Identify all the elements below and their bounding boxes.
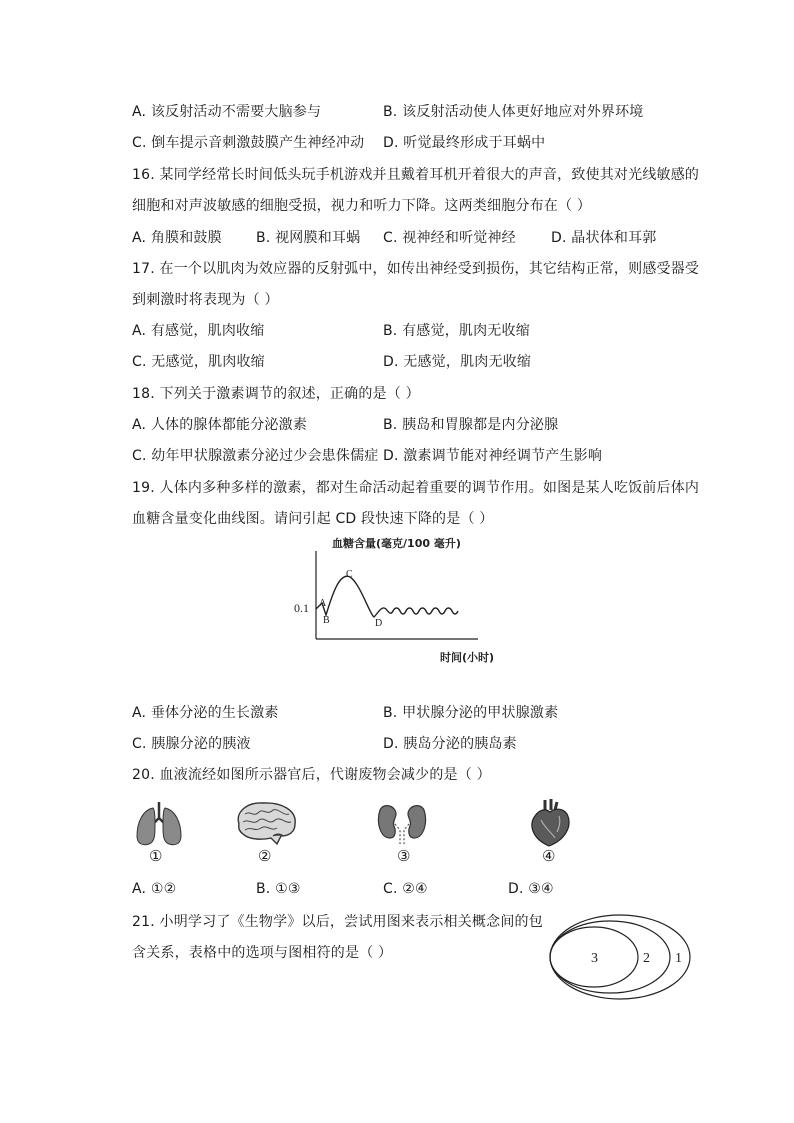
chart-xlabel: 时间(小时) — [440, 651, 495, 664]
ellipse-2 — [550, 921, 670, 993]
organ-label-4: ④ — [542, 849, 556, 865]
q17-stem-line2: 到刺激时将表现为（ ） — [132, 292, 279, 308]
q19-stem-line2: 血糖含量变化曲线图。请问引起 CD 段快速下降的是（ ） — [132, 511, 494, 527]
q20-stem: 20. 血液流经如图所示器官后，代谢废物会减少的是（ ） — [132, 767, 491, 783]
q19-option-b: B. 甲状腺分泌的甲状腺激素 — [383, 705, 559, 721]
q15-option-c: C. 倒车提示音刺激鼓膜产生神经冲动 — [132, 135, 365, 151]
point-label-c: C — [346, 569, 353, 580]
q20-option-d: D. ③④ — [508, 881, 554, 897]
point-label-b: B — [323, 615, 330, 626]
q15-option-d: D. 听觉最终形成于耳蜗中 — [383, 135, 546, 151]
q20-option-a: A. ①② — [132, 881, 177, 897]
ellipse-label-2: 2 — [643, 951, 650, 966]
q16-stem-line1: 16. 某同学经常长时间低头玩手机游戏并且戴着耳机开着很大的声音，致使其对光线敏感的 — [132, 167, 700, 183]
q17-option-c: C. 无感觉，肌肉收缩 — [132, 354, 265, 370]
point-label-a: A — [319, 598, 327, 609]
brain-icon — [233, 800, 299, 846]
q21-stem-line2: 含关系，表格中的选项与图相符的是（ ） — [132, 945, 393, 961]
q16-stem-line2: 细胞和对声波敏感的细胞受损，视力和听力下降。这两类细胞分布在（ ） — [132, 198, 592, 214]
blood-glucose-chart — [290, 533, 510, 673]
q17-option-a: A. 有感觉，肌肉收缩 — [132, 323, 265, 339]
q16-option-a: A. 角膜和鼓膜 — [132, 230, 222, 246]
nested-ellipses-diagram — [548, 912, 694, 1002]
lungs-icon — [133, 800, 185, 848]
organ-label-3: ③ — [397, 849, 411, 865]
ellipse-1 — [550, 915, 690, 999]
q16-option-d: D. 晶状体和耳郭 — [551, 230, 657, 246]
q18-option-a: A. 人体的腺体都能分泌激素 — [132, 417, 308, 433]
q21-stem-line1: 21. 小明学习了《生物学》以后，尝试用图来表示相关概念间的包 — [132, 914, 543, 930]
q19-option-d: D. 胰岛分泌的胰岛素 — [383, 736, 517, 752]
q18-option-d: D. 激素调节能对神经调节产生影响 — [383, 448, 603, 464]
heart-icon — [525, 798, 575, 848]
q16-option-b: B. 视网膜和耳蜗 — [256, 230, 361, 246]
q20-option-b: B. ①③ — [256, 881, 301, 897]
ellipse-label-1: 1 — [675, 951, 682, 966]
kidneys-icon — [374, 800, 430, 846]
chart-ylabel: 血糖含量(毫克/100 毫升) — [332, 537, 461, 550]
q18-stem: 18. 下列关于激素调节的叙述，正确的是（ ） — [132, 386, 420, 402]
q19-option-a: A. 垂体分泌的生长激素 — [132, 705, 279, 721]
q15-option-b: B. 该反射活动使人体更好地应对外界环境 — [383, 104, 644, 120]
q18-option-b: B. 胰岛和胃腺都是内分泌腺 — [383, 417, 559, 433]
q17-stem-line1: 17. 在一个以肌肉为效应器的反射弧中，如传出神经受到损伤，其它结构正常，则感受器受 — [132, 261, 700, 277]
q17-option-b: B. 有感觉，肌肉无收缩 — [383, 323, 530, 339]
q19-stem-line1: 19. 人体内多种多样的激素，都对生命活动起着重要的调节作用。如图是某人吃饭前后体内 — [132, 480, 700, 496]
organ-label-1: ① — [149, 849, 163, 865]
chart-y-tick: 0.1 — [294, 601, 309, 615]
glucose-curve — [316, 576, 458, 617]
point-label-d: D — [375, 618, 383, 629]
q18-option-c: C. 幼年甲状腺激素分泌过少会患侏儒症 — [132, 448, 379, 464]
q19-option-c: C. 胰腺分泌的胰液 — [132, 736, 251, 752]
q20-option-c: C. ②④ — [383, 881, 428, 897]
q16-option-c: C. 视神经和听觉神经 — [383, 230, 516, 246]
ellipse-label-3: 3 — [591, 951, 598, 966]
q17-option-d: D. 无感觉，肌肉无收缩 — [383, 354, 532, 370]
q15-option-a: A. 该反射活动不需要大脑参与 — [132, 104, 322, 120]
organ-label-2: ② — [258, 849, 272, 865]
